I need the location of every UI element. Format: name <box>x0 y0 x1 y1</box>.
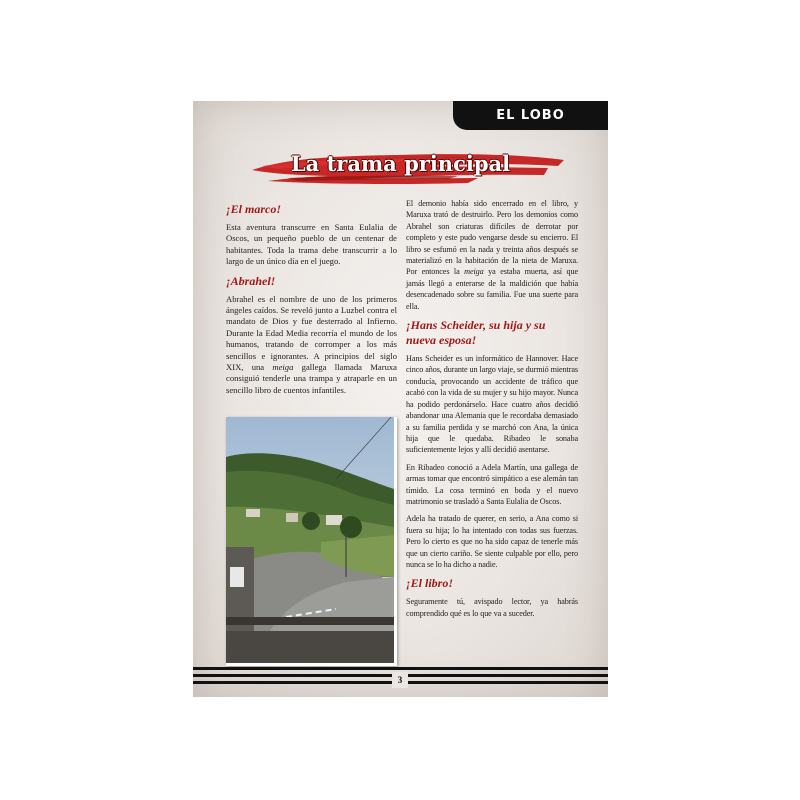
book-page <box>193 101 608 697</box>
page-title: La trama principal <box>290 151 511 176</box>
italic-term: meiga <box>464 267 484 277</box>
village-photo-illustration <box>226 417 394 663</box>
village-photo <box>226 417 397 666</box>
left-column <box>226 198 397 402</box>
section-heading-hans: ¡Hans Scheider, su hija y su nueva esposa! <box>406 318 546 348</box>
footer-bar-top <box>193 667 608 670</box>
paragraph-abrahel-2: El demonio había sido encerrado en el libro, y Maruxa trató de destruirlo. Pero los demonios como Abrahel son criaturas difíciles de derrotar por completo y este pudo vengarse desde su encierro. El libro se esfumó en la nada y treinta años después se materializó en la habitación de la nieta de Maruxa. Por entonces la meiga ya estaba muerta, así que jamás llegó a enterarse de la maldición que había desencadenado sobre su familia. Fue una suerte para ella. <box>406 199 578 311</box>
section-heading-marco: ¡El marco! <box>226 202 282 216</box>
paragraph-libro: Seguramente tú, avispado lector, ya habrás comprendido qué es lo que va a suceder. <box>406 597 578 618</box>
right-column <box>406 198 578 625</box>
section-heading-libro: ¡El libro! <box>406 576 454 591</box>
paragraph-hans-2: En Ribadeo conoció a Adela Martín, una gallega de armas tomar que encontró simpático a ese alemán tan tímido. La cosa terminó en boda y el nuevo matrimonio se trasladó a Santa Eulalia de Oscos. <box>406 462 578 506</box>
paragraph-hans-3: Adela ha tratado de querer, en serio, a Ana como si fuera su hija; lo ha intentado con todas sus fuerzas. Pero lo cierto es que no ha sido capaz de tenerle más que un cierto cariño. Se siente culpable por ello, pero nunca se lo ha dicho a nadie. <box>406 514 578 569</box>
italic-term: meiga <box>272 362 294 373</box>
page-number: 3 <box>392 672 408 688</box>
chapter-tab <box>453 101 608 130</box>
paragraph-abrahel-1: Abrahel es el nombre de uno de los primeros ángeles caídos. Se reveló junto a Luzbel contra el mandato de Dios y fue desterrado al Infierno. Durante la Edad Media recorría el mundo de los humanos, tratando de corromper a los más sencillos e ignorantes. A principios del siglo XIX, una meiga gallega llamada Maruxa consiguió tenderle una trampa y atraparle en un sencillo libro de cuentos infantiles. <box>226 293 397 395</box>
paragraph-hans-1: Hans Scheider es un informático de Hannover. Hace cinco años, durante un largo viaje, se durmió mientras conducía, provocando un accidente de tráfico que acabó con la vida de su mujer y su hijo mayor. Nunca ha podido perdonárselo. Hace cuatro años decidió abandonar una Alemania que le recordaba demasiado a su familia perdida y se marchó con Ana, la única hija que le quedaba. Ribadeo le sonaba suficientemente lejos y allí decidió asentarse. <box>406 354 578 455</box>
section-heading-abrahel: ¡Abrahel! <box>226 273 276 288</box>
paragraph-marco: Esta aventura transcurre en Santa Eulalia de Oscos, un pequeño pueblo de un centenar de habitantes. Toda la trama debe transcurrir a lo largo de un único día en el juego. <box>226 222 397 267</box>
chapter-tab-label: EL LOBO <box>496 108 565 123</box>
